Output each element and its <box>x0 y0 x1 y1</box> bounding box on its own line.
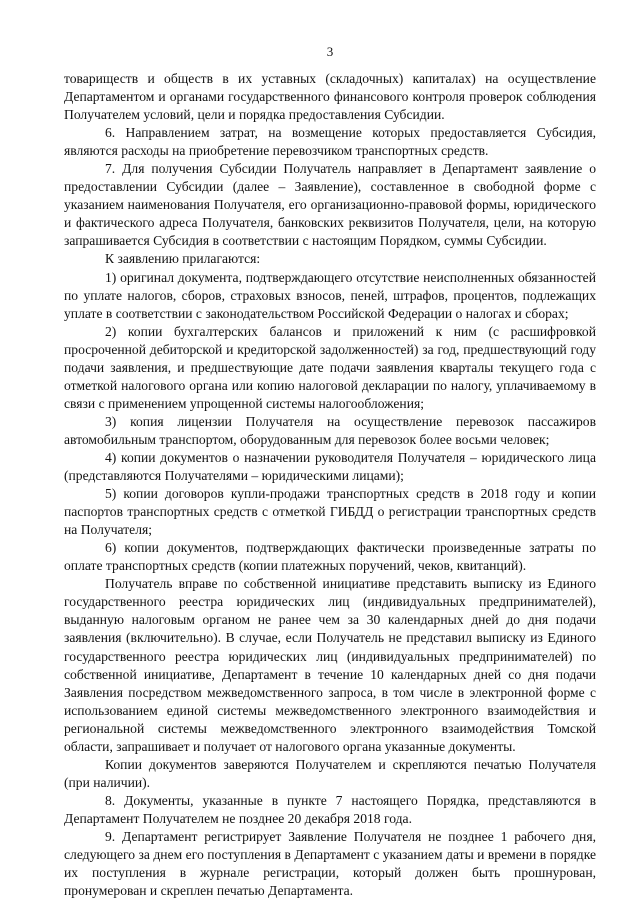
paragraph: товариществ и обществ в их уставных (складочных) капиталах) на осуществление Департаментом и органами государственного финансового контроля проверок соблюдения Получателем условий, цели и порядка предоставления Субсидии. <box>64 71 596 123</box>
paragraph: К заявлению прилагаются: <box>105 251 261 267</box>
list-item: 3) копия лицензии Получателя на осуществление перевозок пассажиров автомобильным транспортом, оборудованным для перевозок более восьми человек; <box>64 413 596 447</box>
document-body <box>64 70 596 900</box>
list-item: 6) копии документов, подтверждающих фактически произведенные затраты по оплате транспортных средств (копии платежных поручений, чеков, квитанций). <box>64 540 596 574</box>
paragraph: Копии документов заверяются Получателем и скрепляются печатью Получателя (при наличии). <box>64 756 596 790</box>
document-page <box>64 0 596 905</box>
page-number: 3 <box>326 44 334 59</box>
paragraph: Получатель вправе по собственной инициативе представить выписку из Единого государственного реестра юридических лиц (индивидуальных предпринимателей), выданную налоговым органом не ранее чем за 30 календарных дней до дня подачи заявления (включительно). В случае, если Получатель не представил выписку из Единого государственного реестра юридических лиц (индивидуальных предпринимателей) по собственной инициативе, Департамент в течение 10 календарных дней со дня подачи Заявления посредством межведомственного запроса, в том числе в электронной форме с использованием единой системы межведомственного электронного взаимодействия и региональной системы межведомственного электронного взаимодействия Томской области, запрашивает и получает от налогового органа указанные документы. <box>64 576 596 754</box>
paragraph: 7. Для получения Субсидии Получатель направляет в Департамент заявление о предоставлении Субсидии (далее – Заявление), составленное в свободной форме с указанием наименования Получателя, его организационно-правовой формы, юридического и фактического адреса Получателя, банковских реквизитов Получателя, цели, на которую запрашивается Субсидия в соответствии с настоящим Порядком, суммы Субсидии. <box>64 161 596 249</box>
paragraph: 9. Департамент регистрирует Заявление Получателя не позднее 1 рабочего дня, следующего за днем его поступления в Департамент с указанием даты и времени в порядке их поступления в журнале регистрации, который должен быть прошнурован, пронумерован и скреплен печатью Департамента. <box>64 828 596 899</box>
list-item: 1) оригинал документа, подтверждающего отсутствие неисполненных обязанностей по уплате налогов, сборов, страховых взносов, пеней, штрафов, процентов, подлежащих уплате в соответствии с законодательством Российской Федерации о налогах и сборах; <box>64 269 596 321</box>
list-item: 4) копии документов о назначении руководителя Получателя – юридического лица (представляются Получателями – юридическими лицами); <box>64 449 596 484</box>
list-item: 5) копии договоров купли-продажи транспортных средств в 2018 году и копии паспортов транспортных средств с отметкой ГИБДД о регистрации транспортных средств на Получателя; <box>64 486 596 538</box>
list-item: 2) копии бухгалтерских балансов и приложений к ним (с расшифровкой просроченной дебиторской и кредиторской задолженностей) за год, предшествующий году подачи заявления, и предшествующие дате подачи заявления кварталы текущего года с отметкой налогового органа или копию налоговой декларации по налогу, уплачиваемому в связи с применением упрощенной системы налогообложения; <box>64 323 596 411</box>
paragraph: 6. Направлением затрат, на возмещение которых предоставляется Субсидия, являются расходы на приобретение перевозчиком транспортных средств. <box>64 125 596 159</box>
paragraph: 8. Документы, указанные в пункте 7 настоящего Порядка, представляются в Департамент Получателем не позднее 20 декабря 2018 года. <box>64 792 596 826</box>
